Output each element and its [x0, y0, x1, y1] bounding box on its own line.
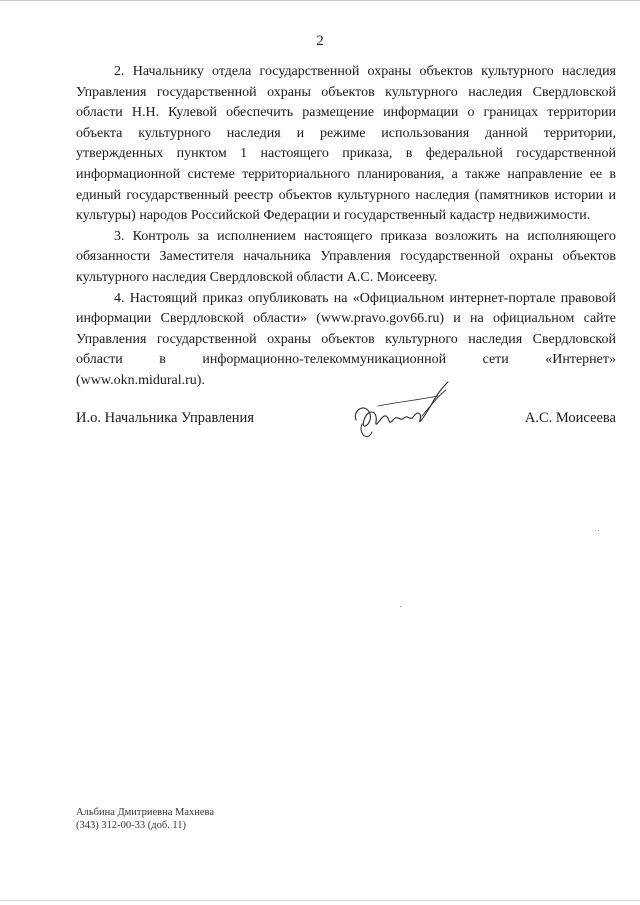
paragraph-3: 3. Контроль за исполнением настоящего приказа возложить на исполняющего обязанности Заместителя начальника Управления государственной охраны объектов культурного наследия Свердловской области А.С. Моисееву.: [76, 228, 616, 285]
executor-phone: (343) 312-00-33 (доб. 11): [76, 820, 187, 831]
scan-edge-bottom: [0, 900, 640, 901]
signatory-title: И.о. Начальника Управления: [76, 410, 254, 426]
scan-speck: [598, 530, 599, 531]
document-body: [76, 62, 616, 392]
paragraph-2: 2. Начальнику отдела государственной охраны объектов культурного наследия Управления государственной охраны объектов культурного наследия Свердловской области Н.Н. Кулевой обеспечить размещение информации о границах территории объекта культурного наследия и режиме использования данной территории, утвержденных пунктом 1 настоящего приказа, в федеральной государственной информационной системе территориального планирования, а также направление ее в единый государственный реестр объектов культурного наследия (памятников истории и культуры) народов Российской Федерации и государственный кадастр недвижимости.: [76, 64, 616, 224]
scan-speck: [400, 606, 401, 607]
page-number: 2: [316, 33, 324, 49]
executor-info: [76, 806, 214, 832]
signatory-name: А.С. Моисеева: [524, 410, 616, 426]
signature-block: [76, 410, 616, 434]
handwritten-signature: [348, 380, 458, 450]
scan-edge-top: [0, 0, 640, 1]
executor-name: Альбина Дмитриевна Махнева: [76, 807, 215, 818]
paragraph-4: 4. Настоящий приказ опубликовать на «Официальном интернет-портале правовой информации Свердловской области» (www.pravo.gov66.ru) и на официальном сайте Управления государственной охраны объектов культурного наследия Свердловской области в информационно-телекоммуникационной сети «Интернет» (www.okn.midural.ru).: [76, 290, 616, 388]
